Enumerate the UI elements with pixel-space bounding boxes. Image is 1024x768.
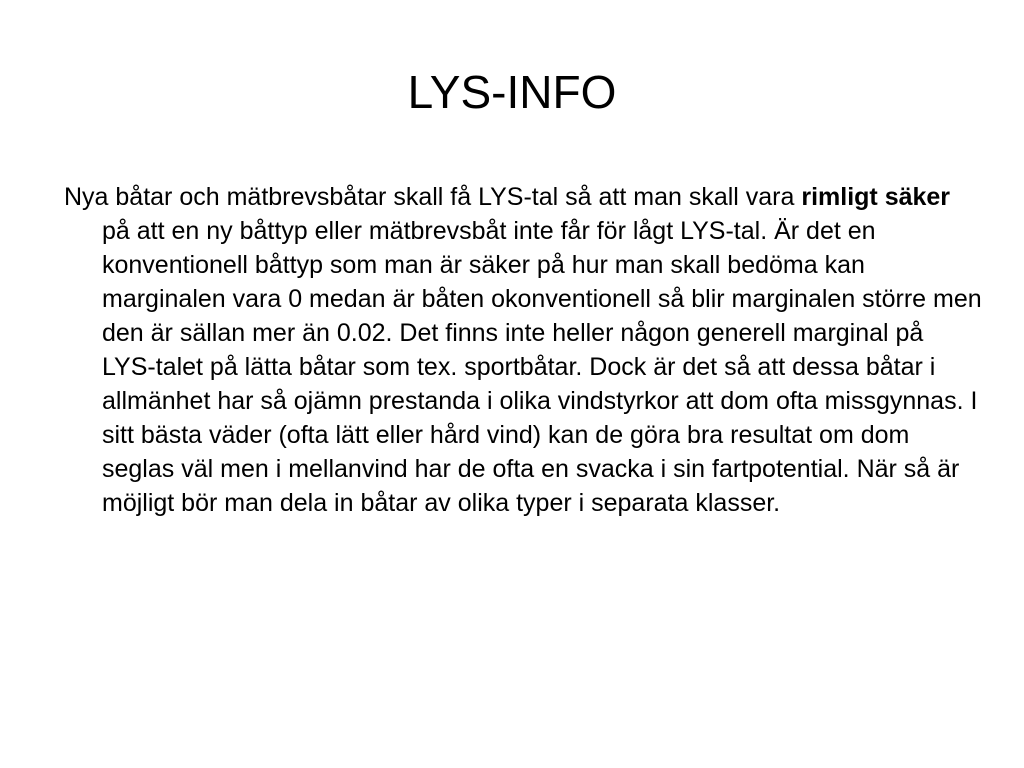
body-text-before: Nya båtar och mätbrevsbåtar skall få LYS-tal så att man skall vara (64, 183, 802, 211)
slide-body-paragraph (64, 180, 982, 520)
body-emphasis: rimligt säker (801, 183, 951, 211)
body-text-after: på att en ny båttyp eller mätbrevsbåt inte får för lågt LYS-tal. Är det en konventionell båttyp som man är säker på hur man skall bedöma kan marginalen vara 0 medan är båten okonventionell så blir marginalen större men den är sällan mer än 0.02. Det finns inte heller någon generell marginal på LYS-talet på lätta båtar som tex. sportbåtar. Dock är det så att dessa båtar i allmänhet har så ojämn prestanda i olika vindstyrkor att dom ofta missgynnas. I sitt bästa väder (ofta lätt eller hård vind) kan de göra bra resultat om dom seglas väl men i mellanvind har de ofta en svacka i sin fartpotential. När så är möjligt bör man dela in båtar av olika typer i separata klasser. (102, 217, 982, 517)
slide-title: LYS-INFO (407, 66, 617, 118)
